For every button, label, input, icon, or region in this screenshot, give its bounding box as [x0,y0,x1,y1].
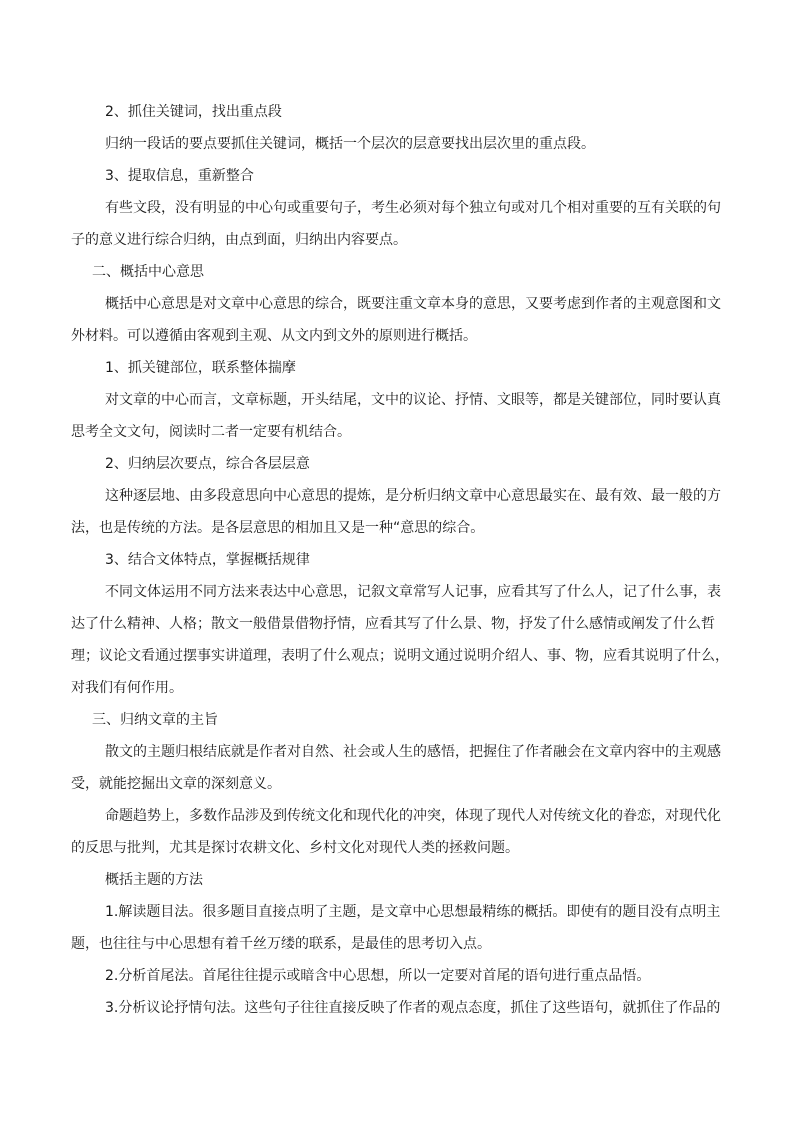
paragraph-line: 思考全文文句，阅读时二者一定要有机结合。 [71,424,351,440]
paragraph-line: 题，也往往与中心思想有着千丝万缕的联系，是最佳的思考切入点。 [71,936,491,952]
paragraph-line: 对我们有何作用。 [71,680,183,696]
subheading: 2、抓住关键词，找出重点段 [105,104,282,120]
subheading: 1、抓关键部位，联系整体揣摩 [105,360,296,376]
section-heading: 二、概括中心意思 [92,264,204,280]
subheading: 3、提取信息，重新整合 [105,168,254,184]
paragraph-line: 的反思与批判，尤其是探讨农耕文化、乡村文化对现代人类的拯救问题。 [71,840,519,856]
subheading: 2、归纳层次要点，综合各层层意 [105,456,310,472]
paragraph-line: 不同文体运用不同方法来表达中心意思，记叙文章常写人记事，应看其写了什么人，记了什么事，表 [105,584,721,600]
paragraph-line: 命题趋势上，多数作品涉及到传统文化和现代化的冲突，体现了现代人对传统文化的眷恋，对现代化 [105,808,721,824]
subheading: 概括主题的方法 [105,872,203,888]
section-heading: 三、归纳文章的主旨 [92,712,218,728]
paragraph-line: 受，就能挖掘出文章的深刻意义。 [71,776,281,792]
paragraph-line: 外材料。可以遵循由客观到主观、从文内到文外的原则进行概括。 [71,328,477,344]
paragraph-line: 理；议论文看通过摆事实讲道理，表明了什么观点；说明文通过说明介绍人、事、物，应看其说明了什么， [71,648,729,664]
paragraph-line: 有些文段，没有明显的中心句或重要句子，考生必须对每个独立句或对几个相对重要的互有关联的句 [105,200,721,216]
paragraph-line: 2.分析首尾法。首尾往往提示或暗含中心思想，所以一定要对首尾的语句进行重点品悟。 [105,968,651,984]
paragraph-line: 散文的主题归根结底就是作者对自然、社会或人生的感悟，把握住了作者融会在文章内容中的主观感 [105,744,721,760]
subheading: 3、结合文体特点，掌握概括规律 [105,552,310,568]
paragraph-line: 子的意义进行综合归纳，由点到面，归纳出内容要点。 [71,232,407,248]
paragraph-line: 法，也是传统的方法。是各层意思的相加且又是一种“意思的综合。 [71,520,485,536]
paragraph-line: 3.分析议论抒情句法。这些句子往往直接反映了作者的观点态度，抓住了这些语句，就抓住了作品的 [105,1000,721,1016]
paragraph-line: 归纳一段话的要点要抓住关键词，概括一个层次的层意要找出层次里的重点段。 [105,136,595,152]
paragraph-line: 达了什么精神、人格；散文一般借景借物抒情，应看其写了什么景、物，抒发了什么感情或阐发了什么哲 [71,616,715,632]
paragraph-line: 概括中心意思是对文章中心意思的综合，既要注重文章本身的意思，又要考虑到作者的主观意图和文 [105,296,721,312]
paragraph-line: 这种逐层地、由多段意思向中心意思的提炼，是分析归纳文章中心意思最实在、最有效、最一般的方 [105,488,721,504]
paragraph-line: 对文章的中心而言，文章标题，开头结尾，文中的议论、抒情、文眼等，都是关键部位，同时要认真 [105,392,721,408]
paragraph-line: 1.解读题目法。很多题目直接点明了主题，是文章中心思想最精练的概括。即使有的题目没有点明主 [105,904,721,920]
